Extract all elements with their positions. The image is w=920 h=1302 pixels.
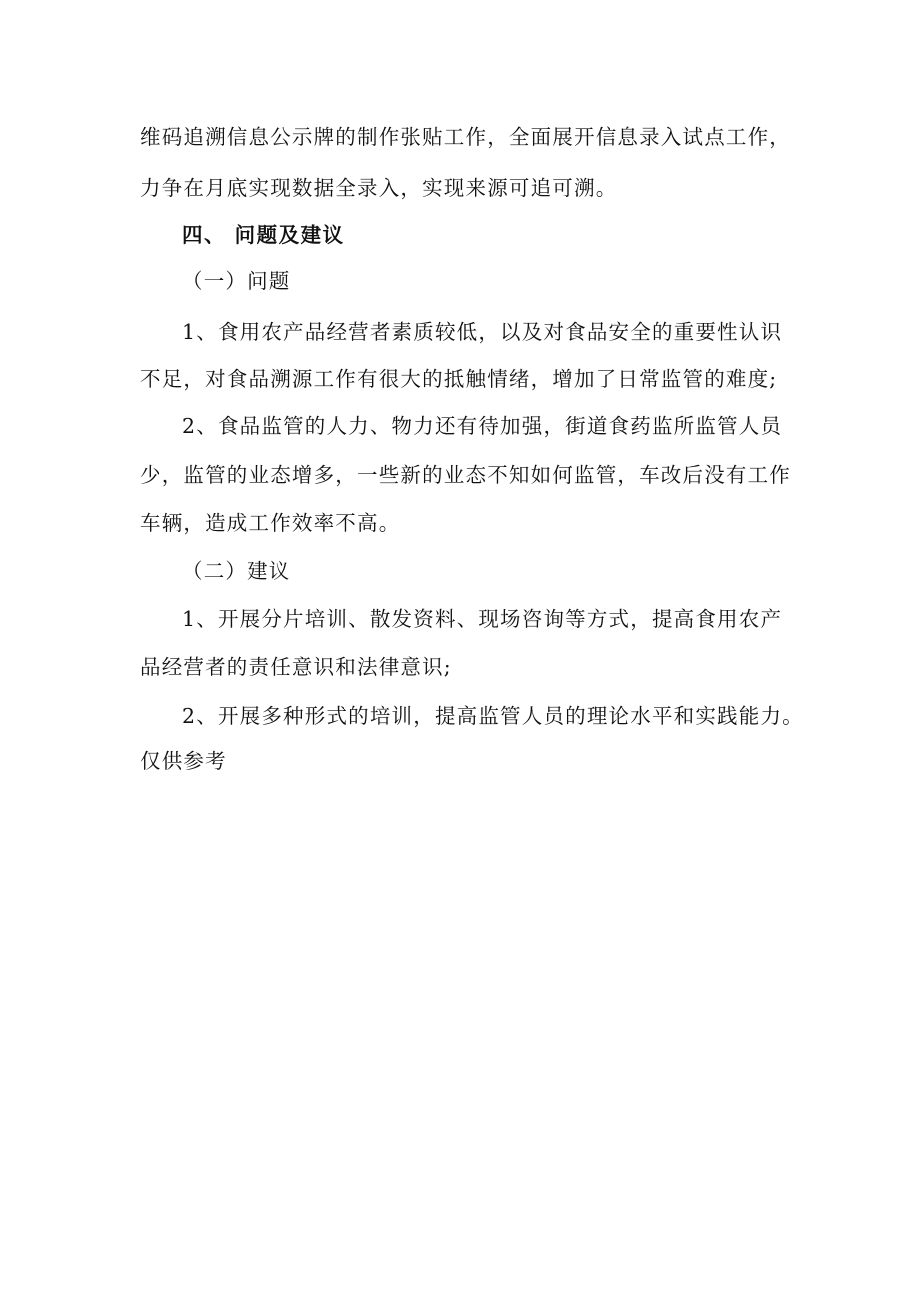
section-heading: 四、 问题及建议 [182,223,345,247]
paragraph-line: 不足，对食品溯源工作有很大的抵触情绪，增加了日常监管的难度; [140,367,778,391]
subsection-heading: （一）问题 [182,269,291,293]
paragraph-line: 力争在月底实现数据全录入，实现来源可追可溯。 [140,176,618,200]
paragraph-line: 车辆，造成工作效率不高。 [140,511,401,535]
paragraph-line: 品经营者的责任意识和法律意识; [140,655,452,679]
paragraph-line: 2、开展多种形式的培训，提高监管人员的理论水平和实践能力。 [182,704,804,728]
paragraph-line: 少，监管的业态增多，一些新的业态不知如何监管，车改后没有工作 [140,463,791,487]
paragraph-line: 1、开展分片培训、散发资料、现场咨询等方式，提高食用农产 [182,607,783,631]
paragraph-line: 维码追溯信息公示牌的制作张贴工作，全面展开信息录入试点工作， [140,125,791,149]
footer-note: 仅供参考 [140,749,227,773]
paragraph-line: 2、食品监管的人力、物力还有待加强，街道食药监所监管人员 [182,414,783,438]
subsection-heading: （二）建议 [182,559,291,583]
paragraph-line: 1、食用农产品经营者素质较低，以及对食品安全的重要性认识 [182,320,783,344]
